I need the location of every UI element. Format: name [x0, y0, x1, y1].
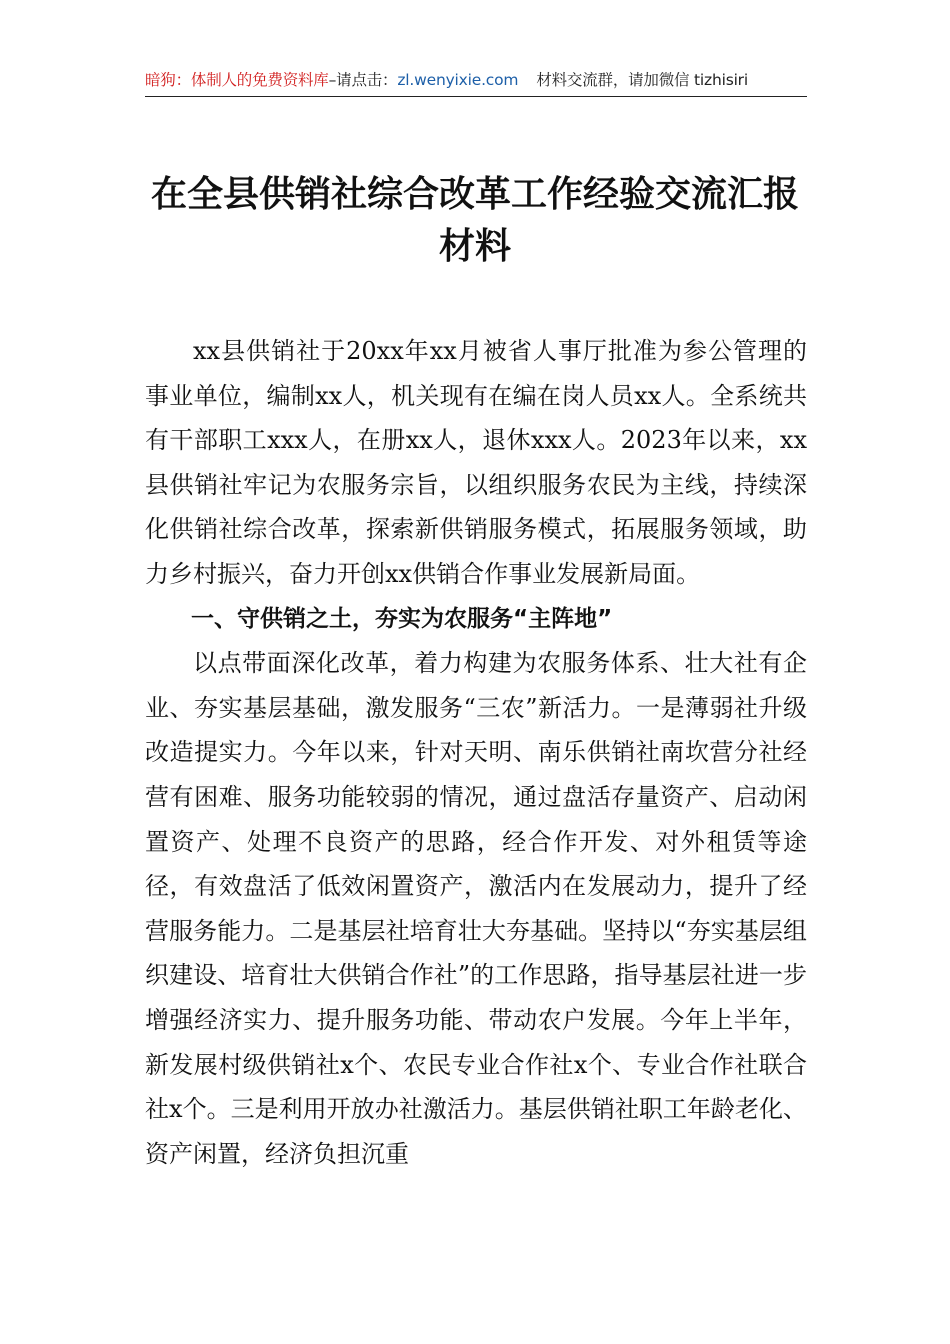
- document-body: [145, 329, 807, 1176]
- intro-paragraph: xx县供销社于20xx年xx月被省人事厅批准为参公管理的事业单位，编制xx人，机关现有在编在岗人员xx人。全系统共有干部职工xxx人，在册xx人，退休xxx人。2023年以来，xx县供销社牢记为农服务宗旨，以组织服务农民为主线，持续深化供销社综合改革，探索新供销服务模式，拓展服务领域，助力乡村振兴，奋力开创xx供销合作事业发展新局面。: [145, 337, 807, 588]
- section-1-paragraph: 以点带面深化改革，着力构建为农服务体系、壮大社有企业、夯实基层基础，激发服务“三农”新活力。一是薄弱社升级改造提实力。今年以来，针对天明、南乐供销社南坎营分社经营有困难、服务功能较弱的情况，通过盘活存量资产、启动闲置资产、处理不良资产的思路，经合作开发、对外租赁等途径，有效盘活了低效闲置资产，激活内在发展动力，提升了经营服务能力。二是基层社培育壮大夯基础。坚持以“夯实基层组织建设、培育壮大供销合作社”的工作思路，指导基层社进一步增强经济实力、提升服务功能、带动农户发展。今年上半年，新发展村级供销社x个、农民专业合作社x个、专业合作社联合社x个。三是利用开放办社激活力。基层供销社职工年龄老化、资产闲置，经济负担沉重: [145, 649, 807, 1168]
- header-site-name: 暗狗：体制人的免费资料库: [145, 71, 329, 89]
- page-header: [145, 64, 807, 97]
- title-line-2: 材料: [438, 225, 511, 267]
- title-line-1: 在全县供销社综合改革工作经验交流汇报: [150, 173, 799, 215]
- document-title: [100, 168, 850, 272]
- header-url-link[interactable]: zl.wenyixie.com: [397, 71, 519, 89]
- header-contact: 材料交流群，请加微信 tizhisiri: [536, 71, 748, 89]
- section-1-heading: 一、守供销之土，夯实为农服务“主阵地”: [191, 605, 613, 632]
- header-click-prompt: –请点击：: [328, 71, 398, 89]
